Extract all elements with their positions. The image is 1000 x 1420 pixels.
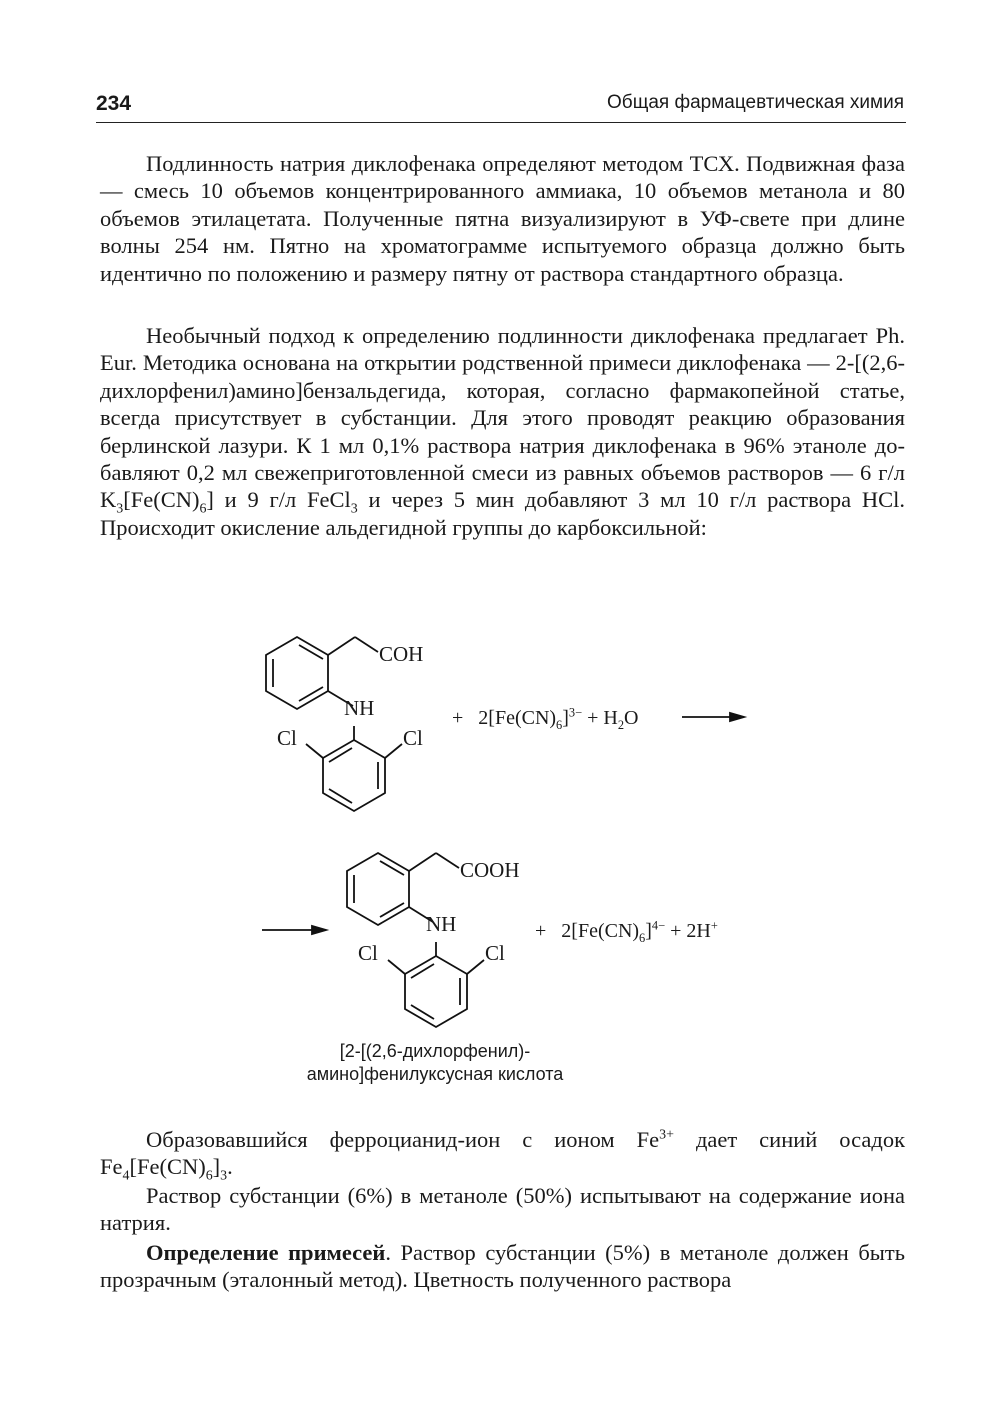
paragraph-impurities [100, 1239, 905, 1294]
charge: 3− [568, 705, 583, 720]
subscript: 6 [199, 501, 207, 517]
reactant-aldehyde-group: COH [379, 642, 424, 666]
text-span: . Раствор субстанции (5%) в метаноле должен быть прозрачным (эталонный метод). Цветность полученного раствора [100, 1240, 905, 1293]
reactant-amine-label: NH [344, 696, 375, 720]
running-title: Общая фармацевтическая химия [607, 92, 904, 113]
product-upper-ring [347, 853, 409, 925]
product-caption [280, 1040, 590, 1086]
bracket: ] [645, 920, 652, 942]
paragraph-ferrocyanide-precipitate [100, 1126, 905, 1184]
product-double-bond [411, 1005, 434, 1019]
reaction-2-products [535, 918, 718, 945]
paragraph-prussian-blue-method [100, 322, 905, 541]
reactant-double-bond [299, 645, 323, 659]
protons: + 2H [665, 920, 711, 942]
page-number: 234 [96, 92, 132, 115]
superscript: 3+ [659, 1127, 674, 1143]
reactant-cl-left: Cl [277, 726, 297, 750]
subscript: 6 [556, 718, 563, 732]
product-ch2-bond [409, 853, 436, 871]
text-span: и через 5 мин добавляют 3 мл 10 г/л раствора HCl. Происходит окисление альдегидной группы до карбоксильной: [100, 487, 905, 540]
text-span: Необычный подход к определению подлинности диклофенака предлагает Ph. Eur. Методика основана на открытии родственной примеси диклофенака — 2-[(2,6-дихлорфенил)амино]бензальдегида, которая, согласно фармакопейной статье, всегда присутствует в субстанции. Для этого проводят реакцию образования берлинской лазури. К 1 мл 0,1% раствора натрия диклофенака в 96% этаноле добавляют 0,2 мл свежеприготовленной смеси из равных объемов растворов — 6 г/л K [100, 323, 905, 513]
subscript: 6 [639, 931, 646, 945]
text-span: [Fe(CN) [129, 1154, 206, 1180]
subscript: 3 [350, 501, 358, 517]
impurities-heading: Определение примесей [146, 1240, 386, 1265]
structure-drawing [0, 620, 1000, 1090]
water: + H [582, 707, 618, 729]
product-chain-bond [436, 853, 459, 868]
product-lower-ring [405, 956, 467, 1027]
text-span: . [227, 1154, 233, 1180]
product-double-bond [380, 903, 404, 917]
charge: 4− [651, 918, 666, 933]
subscript: 3 [220, 1168, 228, 1184]
ferrocyanide: 2[Fe(CN) [561, 920, 640, 942]
reaction-scheme [0, 620, 1000, 1090]
plus-sign: + [535, 920, 547, 942]
bracket: ] [562, 707, 569, 729]
product-ccl-bond [388, 960, 405, 974]
text-span: ] [212, 1154, 221, 1180]
reactant-chain-bond [355, 637, 378, 652]
reactant-double-bond [299, 687, 323, 701]
subscript: 2 [617, 718, 625, 732]
arrow-head [312, 926, 326, 934]
reactant-double-bond [329, 748, 352, 762]
reactant-ccl-bond [306, 744, 323, 758]
caption-line: [2-[(2,6-дихлорфенил)- [339, 1041, 531, 1061]
reactant-double-bond [329, 789, 352, 803]
plus-sign: + [452, 707, 464, 729]
product-ccl-bond [467, 960, 484, 974]
product-cl-right: Cl [485, 941, 505, 965]
charge: + [710, 918, 718, 933]
subscript: 4 [122, 1168, 130, 1184]
reaction-1-reagents [452, 705, 639, 732]
reactant-upper-ring [266, 637, 328, 709]
water-o: O [624, 707, 639, 729]
product-amine-label: NH [426, 912, 457, 936]
product-double-bond [380, 861, 404, 875]
text-span: ] и 9 г/л FeCl [206, 487, 351, 513]
caption-line: амино]фенилуксусная кислота [306, 1064, 564, 1084]
arrow-head [730, 713, 744, 721]
reactant-ch2-bond [328, 637, 355, 655]
paragraph-sodium-test: Раствор субстанции (6%) в метаноле (50%) испытывают на содержание иона натрия. [100, 1183, 905, 1236]
product-carboxyl-group: COOH [460, 858, 520, 882]
page-header [96, 92, 906, 123]
reactant-lower-ring [323, 740, 385, 811]
text-span: [Fe(CN) [123, 487, 200, 513]
subscript: 3 [116, 501, 124, 517]
reactant-ccl-bond [385, 744, 402, 758]
paragraph-tlc-identification: Подлинность натрия диклофенака определяют методом ТСХ. Подвижная фаза — смесь 10 объемов концентрированного аммиака, 10 объемов метанола и 80 объемов этилацетата. Полученные пятна визуализируют в УФ-свете при длине волны 254 нм. Пятно на хроматограмме испытуемого образца должно быть идентично по положению и размеру пятну от раствора стандартного образца. [100, 151, 905, 286]
text-span: дает синий осадок Fe [100, 1127, 905, 1180]
text-span: Образовавшийся ферроцианид-ион с ионом Fe [146, 1127, 660, 1152]
reactant-cl-right: Cl [403, 726, 423, 750]
product-cl-left: Cl [358, 941, 378, 965]
product-double-bond [411, 964, 434, 978]
subscript: 6 [205, 1168, 213, 1184]
ferricyanide: 2[Fe(CN) [478, 707, 557, 729]
